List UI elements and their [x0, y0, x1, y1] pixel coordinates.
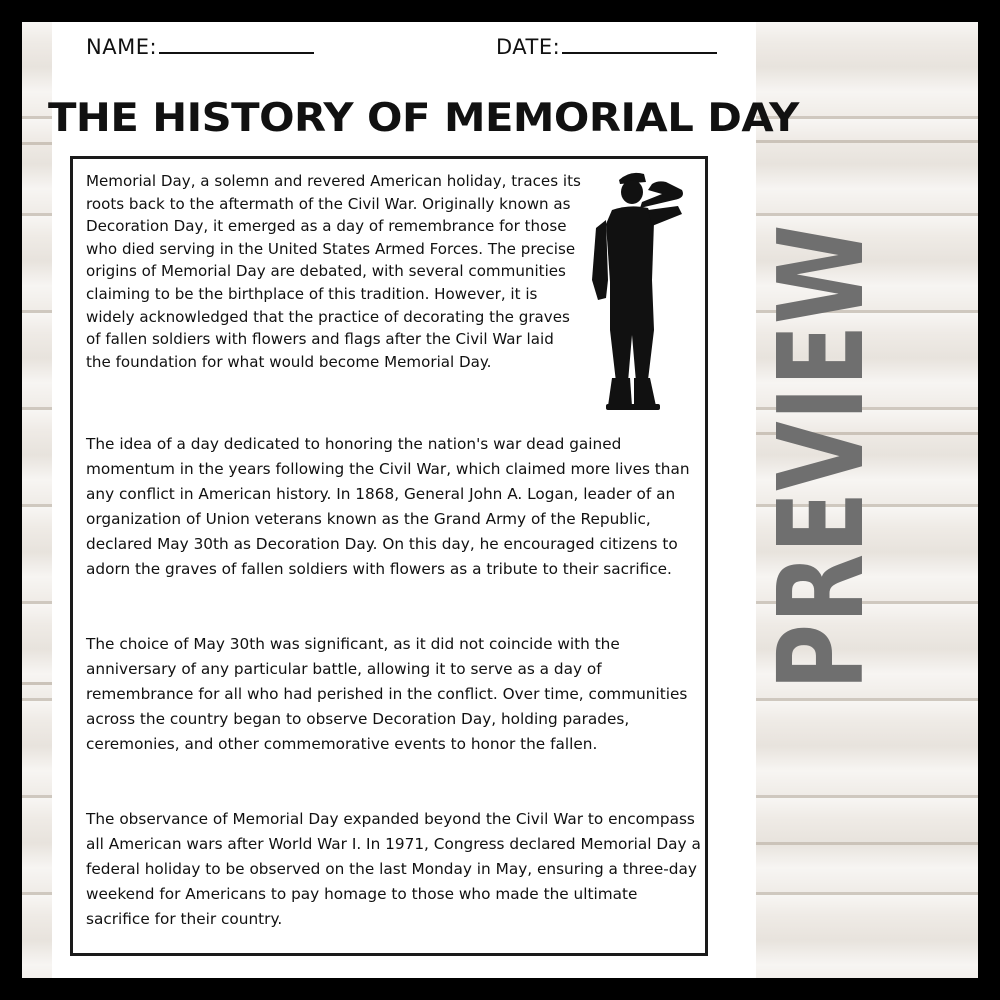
name-blank-line[interactable] — [159, 34, 314, 54]
name-label: NAME: — [86, 35, 158, 59]
date-field[interactable] — [496, 34, 717, 59]
passage-paragraph-3: The choice of May 30th was significant, as it did not coincide with the anniversary of any particular battle, allowing it to serve as a day of remembrance for all who had perished in the conflict. Over time, communities across the country began to observe Decoration Day, holding parades, ceremonies, and other commemorative events to honor the fallen. — [86, 635, 688, 753]
preview-watermark-text: PREVIEW — [752, 79, 890, 690]
saluting-soldier-icon — [582, 170, 697, 416]
name-field[interactable] — [86, 34, 314, 59]
passage-paragraph-2: The idea of a day dedicated to honoring the nation's war dead gained momentum in the years following the Civil War, which claimed more lives than any conflict in American history. In 1868, General John A. Logan, leader of an organization of Union veterans known as the Grand Army of the Republic, declared May 30th as Decoration Day. On this day, he encouraged citizens to adorn the graves of fallen soldiers with flowers as a tribute to their sacrifice. — [86, 435, 690, 578]
preview-watermark — [752, 79, 890, 692]
date-blank-line[interactable] — [562, 34, 717, 54]
date-label: DATE: — [496, 35, 561, 59]
page-title: THE HISTORY OF MEMORIAL DAY — [48, 96, 799, 141]
passage-paragraph-1: Memorial Day, a solemn and revered American holiday, traces its roots back to the aftermath of the Civil War. Originally known as Decoration Day, it emerged as a day of remembrance for those who died serving in the United States Armed Forces. The precise origins of Memorial Day are debated, with several communities claiming to be the birthplace of this tradition. However, it is widely acknowledged that the practice of decorating the graves of fallen soldiers with flowers and flags after the Civil War laid the foundation for what would become Memorial Day. — [86, 172, 581, 371]
passage-paragraph-4: The observance of Memorial Day expanded beyond the Civil War to encompass all American wars after World War I. In 1971, Congress declared Memorial Day a federal holiday to be observed on the last Monday in May, ensuring a three-day weekend for Americans to pay homage to those who made the ultimate sacrifice for their country. — [86, 810, 701, 928]
